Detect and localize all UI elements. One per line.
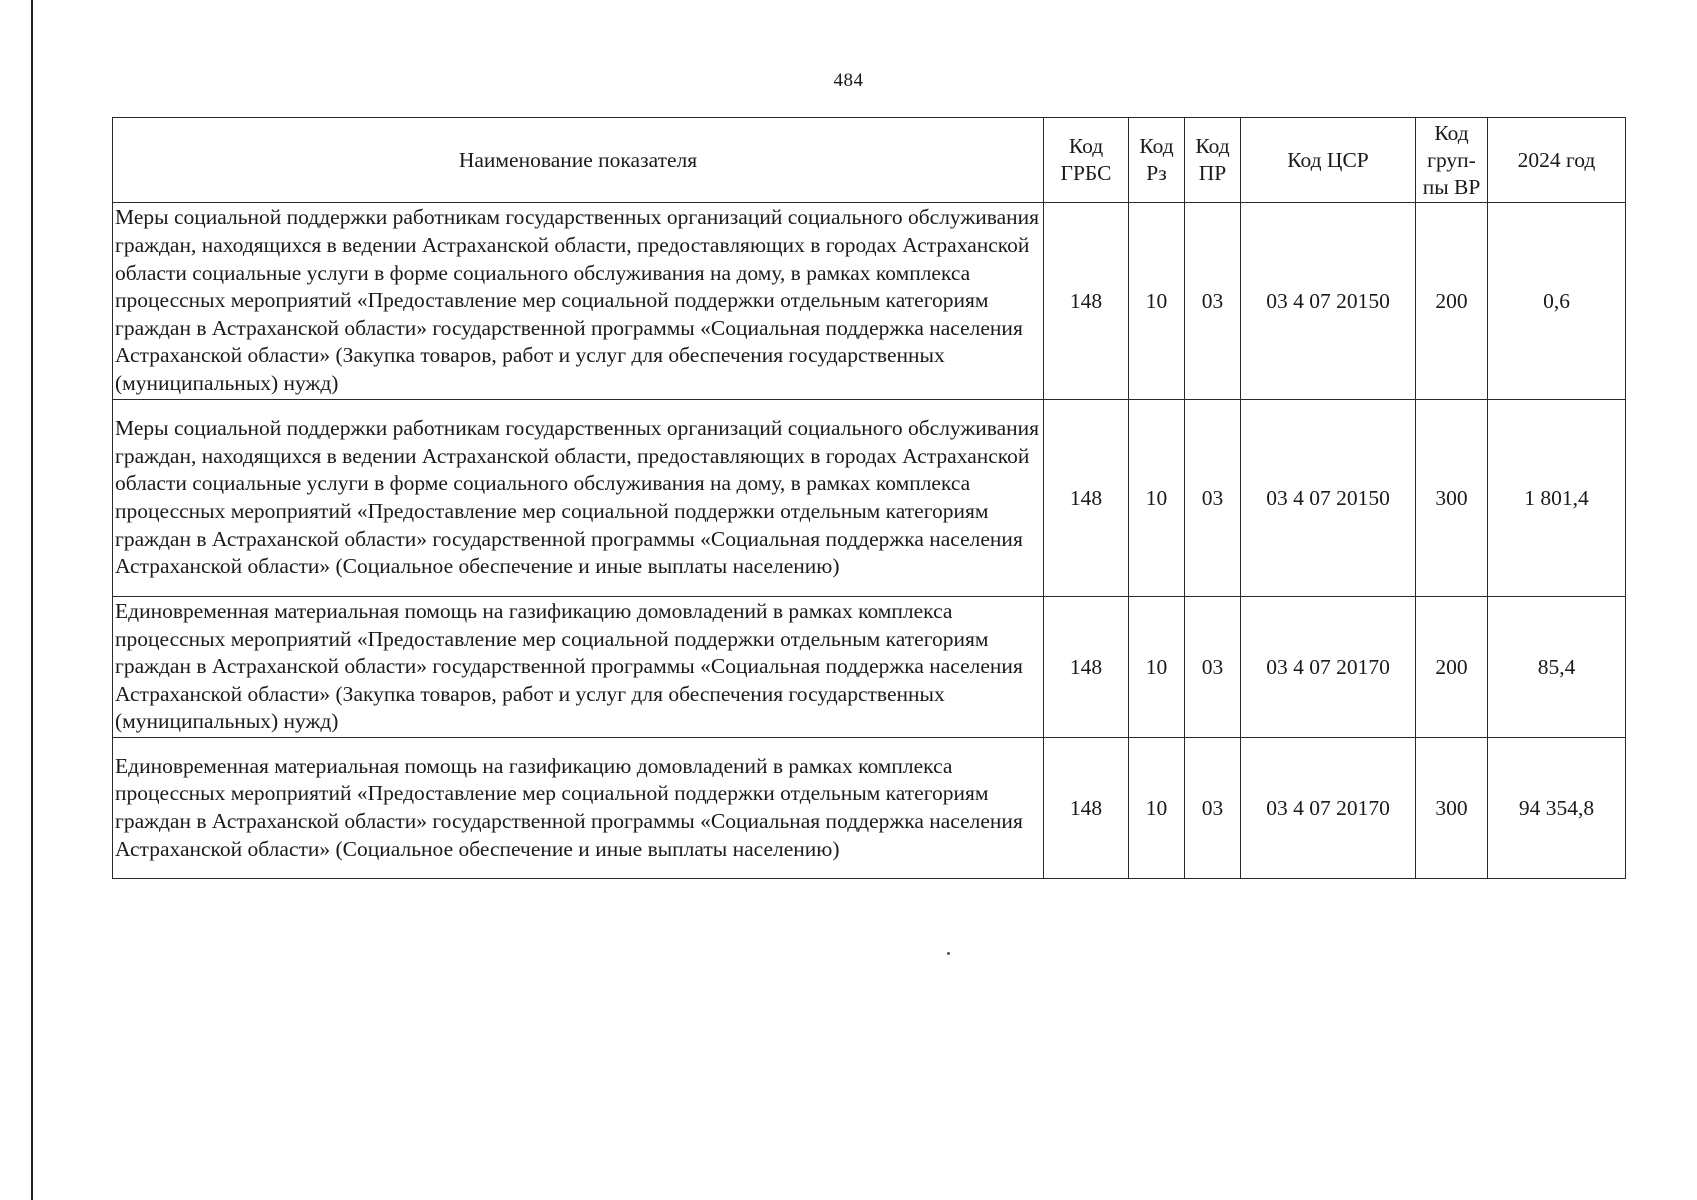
row-amount: 85,4 bbox=[1488, 597, 1626, 738]
row-name: Меры социальной поддержки работникам государственных организаций социального обслуживания граждан, находящихся в ведении Астраханской области, предоставляющих в городах Астраханской области социальные услуги в форме социального обслуживания на дому, в рамках комплекса процессных мероприятий «Предоставление мер социальной поддержки отдельным категориям граждан в Астраханской области» государственной программы «Социальная поддержка населения Астраханской области» (Закупка товаров, работ и услуг для обеспечения государственных (муниципальных) нужд) bbox=[113, 203, 1044, 400]
row-rz: 10 bbox=[1129, 203, 1185, 400]
header-grbs bbox=[1044, 118, 1129, 203]
row-csr: 03 4 07 20170 bbox=[1241, 738, 1416, 879]
row-pr: 03 bbox=[1185, 203, 1241, 400]
header-vr-line-1: Код bbox=[1434, 120, 1469, 145]
header-rz-line-2: Рз bbox=[1146, 161, 1167, 185]
header-grbs-line-2: ГРБС bbox=[1060, 161, 1112, 185]
row-rz: 10 bbox=[1129, 738, 1185, 879]
row-rz: 10 bbox=[1129, 400, 1185, 597]
row-csr: 03 4 07 20150 bbox=[1241, 203, 1416, 400]
table-row bbox=[113, 597, 1626, 738]
row-grbs: 148 bbox=[1044, 203, 1129, 400]
header-pr-line-2: ПР bbox=[1198, 161, 1227, 185]
row-csr: 03 4 07 20170 bbox=[1241, 597, 1416, 738]
table-row bbox=[113, 400, 1626, 597]
header-vr-line-3: пы ВР bbox=[1422, 174, 1481, 199]
row-pr: 03 bbox=[1185, 400, 1241, 597]
scan-speck bbox=[947, 952, 950, 955]
row-pr: 03 bbox=[1185, 738, 1241, 879]
header-vr-line-2: груп- bbox=[1427, 147, 1476, 172]
table-header-row bbox=[113, 118, 1626, 203]
row-grbs: 148 bbox=[1044, 597, 1129, 738]
row-name: Единовременная материальная помощь на газификацию домовладений в рамках комплекса процессных мероприятий «Предоставление мер социальной поддержки отдельным категориям граждан в Астраханской области» государственной программы «Социальная поддержка населения Астраханской области» (Социальное обеспечение и иные выплаты населению) bbox=[113, 738, 1044, 879]
row-csr: 03 4 07 20150 bbox=[1241, 400, 1416, 597]
row-vr: 300 bbox=[1416, 738, 1488, 879]
row-amount: 94 354,8 bbox=[1488, 738, 1626, 879]
row-vr: 200 bbox=[1416, 597, 1488, 738]
header-name: Наименование показателя bbox=[113, 118, 1044, 203]
row-pr: 03 bbox=[1185, 597, 1241, 738]
header-grbs-line-1: Код bbox=[1068, 134, 1104, 158]
row-amount: 1 801,4 bbox=[1488, 400, 1626, 597]
row-vr: 300 bbox=[1416, 400, 1488, 597]
row-vr: 200 bbox=[1416, 203, 1488, 400]
budget-table bbox=[112, 117, 1626, 879]
header-year: 2024 год bbox=[1488, 118, 1626, 203]
row-name: Единовременная материальная помощь на газификацию домовладений в рамках комплекса процессных мероприятий «Предоставление мер социальной поддержки отдельным категориям граждан в Астраханской области» государственной программы «Социальная поддержка населения Астраханской области» (Закупка товаров, работ и услуг для обеспечения государственных (муниципальных) нужд) bbox=[113, 597, 1044, 738]
header-rz-line-1: Код bbox=[1139, 134, 1174, 158]
binding-margin-line bbox=[31, 0, 33, 1200]
row-grbs: 148 bbox=[1044, 400, 1129, 597]
page-number: 484 bbox=[833, 70, 864, 91]
header-rz bbox=[1129, 118, 1185, 203]
row-rz: 10 bbox=[1129, 597, 1185, 738]
row-grbs: 148 bbox=[1044, 738, 1129, 879]
row-amount: 0,6 bbox=[1488, 203, 1626, 400]
header-pr-line-1: Код bbox=[1195, 134, 1230, 158]
header-csr: Код ЦСР bbox=[1241, 118, 1416, 203]
row-name: Меры социальной поддержки работникам государственных организаций социального обслуживания граждан, находящихся в ведении Астраханской области, предоставляющих в городах Астраханской области социальные услуги в форме социального обслуживания на дому, в рамках комплекса процессных мероприятий «Предоставление мер социальной поддержки отдельным категориям граждан в Астраханской области» государственной программы «Социальная поддержка населения Астраханской области» (Социальное обеспечение и иные выплаты населению) bbox=[113, 400, 1044, 597]
table-row bbox=[113, 203, 1626, 400]
header-pr bbox=[1185, 118, 1241, 203]
table-row bbox=[113, 738, 1626, 879]
header-vr bbox=[1416, 118, 1488, 203]
